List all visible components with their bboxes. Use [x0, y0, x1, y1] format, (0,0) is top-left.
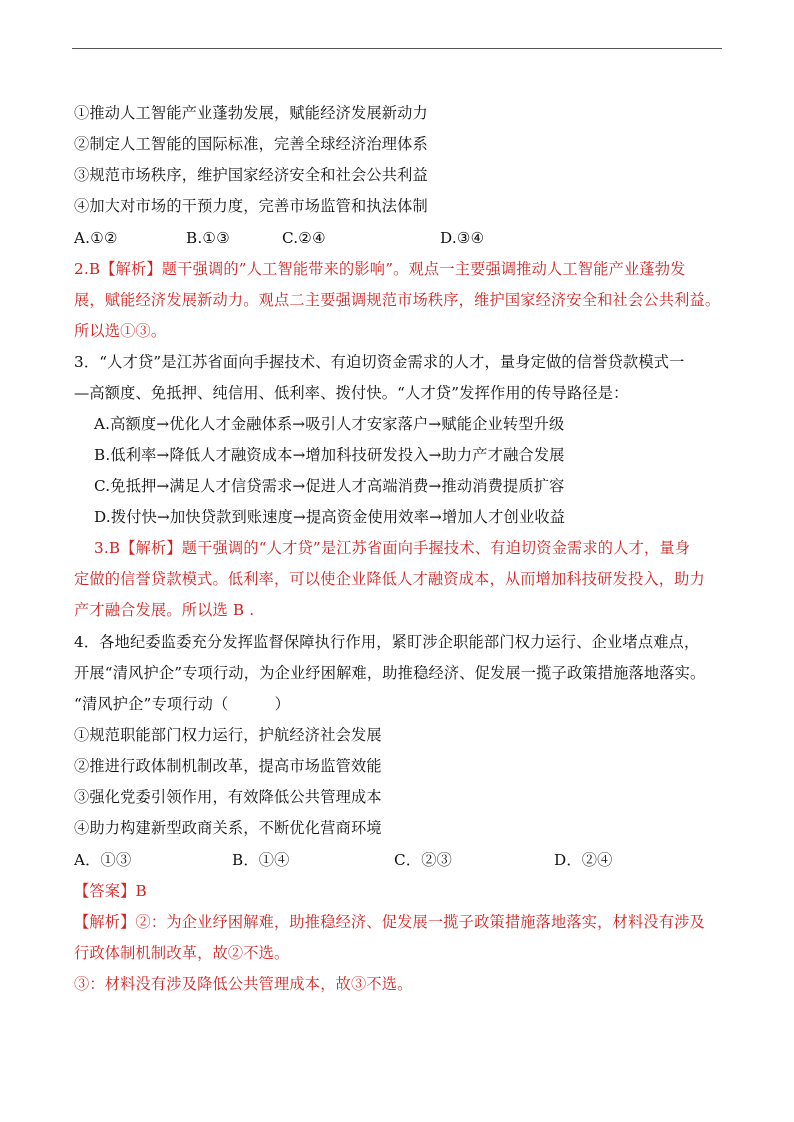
q4-option-c: C．②③	[394, 851, 452, 869]
q2-statement-4: ④加大对市场的干预力度，完善市场监管和执法体制	[74, 197, 428, 215]
q2-options	[74, 228, 485, 248]
q4-option-d: D．②④	[554, 851, 613, 869]
q2-option-b: B.①③	[186, 229, 231, 247]
q2-analysis-line-1: 2.B【解析】题干强调的”人工智能带来的影响”。观点一主要强调推动人工智能产业蓬勃发	[74, 260, 686, 278]
q3-option-c: C.免抵押→满足人才信贷需求→促进人才高端消费→推动消费提质扩容	[94, 477, 565, 495]
q4-options	[74, 850, 613, 870]
q4-statement-4: ④助力构建新型政商关系，不断优化营商环境	[74, 819, 382, 837]
header-rule	[72, 48, 722, 49]
q2-statement-2: ②制定人工智能的国际标准，完善全球经济治理体系	[74, 135, 428, 153]
q3-option-a: A.高额度→优化人才金融体系→吸引人才安家落户→赋能企业转型升级	[94, 415, 565, 433]
q3-analysis-line-1: 3.B【解析】题干强调的“人才贷”是江苏省面向手握技术、有迫切资金需求的人才，量身	[94, 539, 691, 557]
q2-analysis-line-3: 所以选①③。	[74, 322, 167, 340]
q3-option-d: D.拨付快→加快贷款到账速度→提高资金使用效率→增加人才创业收益	[94, 508, 566, 526]
q4-statement-3: ③强化党委引领作用，有效降低公共管理成本	[74, 788, 382, 806]
q4-statement-1: ①规范职能部门权力运行，护航经济社会发展	[74, 726, 382, 744]
q3-analysis-line-3: 产才融合发展。所以选 B .	[74, 601, 255, 619]
q3-stem-line-1: 3．“人才贷”是江苏省面向手握技术、有迫切资金需求的人才，量身定做的信誉贷款模式一	[74, 353, 685, 371]
q3-stem-line-2: —高额度、免抵押、纯信用、低利率、拨付快。“人才贷”发挥作用的传导路径是：	[74, 384, 629, 402]
q2-option-c: C.②④	[282, 229, 326, 247]
q4-stem-line-3: “清风护企”专项行动（ ）	[74, 695, 290, 713]
q4-analysis-line-3: ③：材料没有涉及降低公共管理成本，故③不选。	[74, 975, 413, 993]
q4-analysis-line-2: 行政体制机制改革，故②不选。	[74, 944, 290, 962]
q2-statement-1: ①推动人工智能产业蓬勃发展，赋能经济发展新动力	[74, 104, 428, 122]
q4-option-a: A．①③	[74, 851, 132, 869]
q4-option-b: B．①④	[232, 851, 290, 869]
q4-stem-line-1: 4．各地纪委监委充分发挥监督保障执行作用，紧盯涉企职能部门权力运行、企业堵点难点，	[74, 633, 700, 651]
q2-statement-3: ③规范市场秩序，维护国家经济安全和社会公共利益	[74, 166, 428, 184]
q4-statement-2: ②推进行政体制机制改革，提高市场监管效能	[74, 757, 382, 775]
q4-analysis-line-1: 【解析】②：为企业纾困解难，助推稳经济、促发展一揽子政策措施落地落实，材料没有涉及	[74, 913, 705, 931]
q3-option-b: B.低利率→降低人才融资成本→增加科技研发投入→助力产才融合发展	[94, 446, 565, 464]
q3-analysis-line-2: 定做的信誉贷款模式。低利率，可以使企业降低人才融资成本，从而增加科技研发投入，助力	[74, 570, 705, 588]
q2-analysis-line-2: 展，赋能经济发展新动力。观点二主要强调规范市场秩序，维护国家经济安全和社会公共利益。	[74, 291, 721, 309]
q4-stem-line-2: 开展“清风护企”专项行动，为企业纾困解难，助推稳经济、促发展一揽子政策措施落地落实。	[74, 664, 706, 682]
q2-option-d: D.③④	[440, 229, 485, 247]
q2-option-a: A.①②	[74, 229, 118, 247]
q4-answer: 【答案】B	[74, 882, 147, 900]
